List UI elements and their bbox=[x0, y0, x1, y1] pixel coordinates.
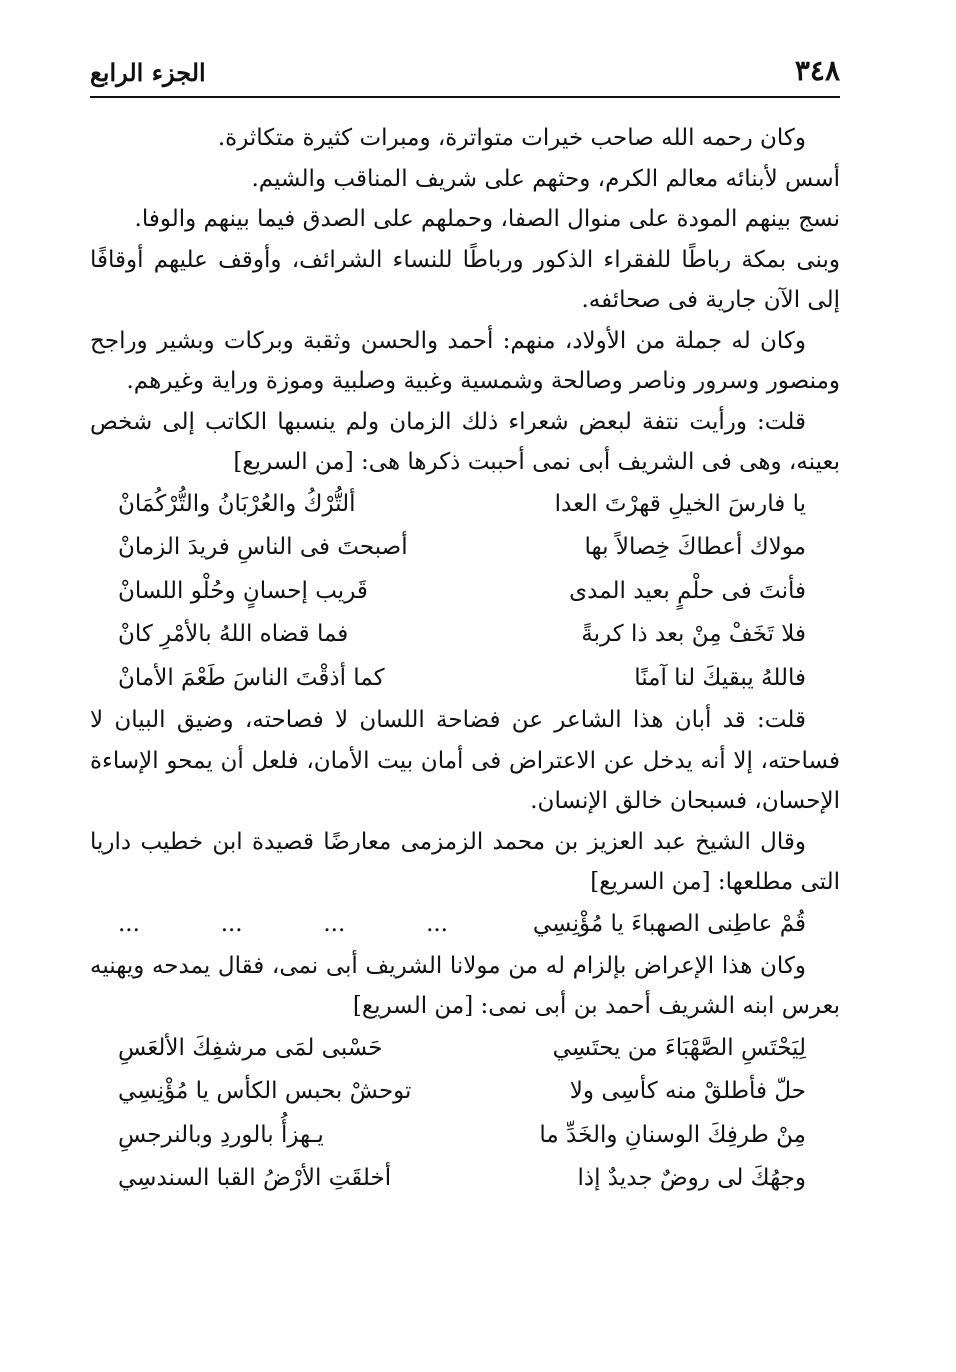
verse-first-hemistich: فاللهُ يبقيكَ لنا آمنًا bbox=[634, 664, 806, 691]
poem-first bbox=[90, 483, 840, 701]
paragraph: نسج بينهم المودة على منوال الصفا، وحملهم على الصدق فيما بينهم والوفا. bbox=[134, 206, 840, 232]
verse-second-hemistich: أخلقَتِ الأرْضُ القبا السندسِي bbox=[118, 1165, 392, 1191]
poem-second bbox=[90, 1027, 840, 1201]
verse-second-hemistich: حَسْبى لمَى مرشفِكَ الألعَسِ bbox=[118, 1034, 383, 1061]
running-title: الجزء الرابع bbox=[90, 58, 206, 87]
verse bbox=[90, 613, 840, 657]
verse bbox=[90, 526, 840, 570]
verse-second-hemistich: يـهزأُ بالوردِ وبالنرجسِ bbox=[118, 1121, 324, 1148]
verse bbox=[90, 1114, 840, 1158]
paragraph: قلت: قد أبان هذا الشاعر عن فضاحة اللسان لا فصاحته، وضيق البيان لا فساحته، إلا أنه يدخل عن الاعتراض فى أمان بيت الأمان، فلعل أن يمحو الإساءة الإحسان، فسبحان خالق الإنسان. bbox=[90, 707, 840, 814]
ellipsis-group bbox=[118, 903, 448, 946]
verse-first-hemistich: يا فارسَ الخيلِ قهرْتَ العدا bbox=[554, 490, 806, 517]
verse-second-hemistich: ألتُّرْكُ والعُرْبَانُ والتُّرْكُمَانْ bbox=[118, 490, 356, 517]
ellipsis: ... bbox=[118, 910, 140, 937]
paragraph: قلت: ورأيت نتفة لبعض شعراء ذلك الزمان ولم ينسبها الكاتب إلى شخص بعينه، وهى فى الشريف أبى نمى أحببت ذكرها هى: [من السريع] bbox=[90, 408, 840, 475]
paragraph: وكان له جملة من الأولاد، منهم: أحمد والحسن وثقبة وبركات وبشير وراجح ومنصور وسرور وناصر وصالحة وشمسية وغبية وصلبية وموزة وراية وغيرهم. bbox=[90, 327, 840, 394]
opening-verse bbox=[90, 903, 840, 946]
verse-first-hemistich: فلا تَخَفْ مِنْ بعد ذا كربةً bbox=[581, 621, 806, 647]
verse-first-hemistich: مِنْ طرفِكَ الوسنانِ والخَدِّ ما bbox=[539, 1121, 806, 1148]
paragraph: أسس لأبنائه معالم الكرم، وحثهم على شريف المناقب والشيم. bbox=[251, 165, 840, 192]
opening-first-hemistich: قُمْ عاطِنى الصهباءَ يا مُؤْنِسِي bbox=[532, 910, 806, 937]
verse-second-hemistich: قَريب إحسانٍ وحُلْو اللسانْ bbox=[118, 577, 368, 604]
verse bbox=[90, 1027, 840, 1071]
verse-first-hemistich: مولاك أعطاكَ خِصالاً بها bbox=[584, 534, 806, 560]
paragraph: وقال الشيخ عبد العزيز بن محمد الزمزمى معارضًا قصيدة ابن خطيب داريا التى مطلعها: [من السريع] bbox=[90, 828, 840, 895]
verse bbox=[90, 657, 840, 701]
verse-second-hemistich: توحشْ بحبس الكأس يا مُؤْنِسِي bbox=[118, 1078, 412, 1104]
verse-first-hemistich: حلّ فأطلقْ منه كأسِى ولا bbox=[569, 1078, 806, 1104]
verse bbox=[90, 483, 840, 527]
ellipsis: ... bbox=[323, 910, 346, 937]
verse-second-hemistich: كما أذقْتَ الناسَ طَعْمَ الأمانْ bbox=[118, 664, 385, 691]
verse bbox=[90, 570, 840, 614]
paragraph: وكان هذا الإعراض بإلزام له من مولانا الشريف أبى نمى، فقال يمدحه ويهنيه بعرس ابنه الشريف أحمد بن أبى نمى: [من السريع] bbox=[90, 952, 840, 1019]
verse-first-hemistich: فأنتَ فى حلْمٍ بعيد المدى bbox=[569, 577, 806, 604]
page-body bbox=[90, 118, 840, 1201]
page-header bbox=[90, 52, 840, 98]
verse bbox=[90, 1157, 840, 1201]
verse-second-hemistich: فما قضاه اللهُ بالأمْرِ كانْ bbox=[118, 621, 349, 647]
verse bbox=[90, 1070, 840, 1114]
page-number: ٣٤٨ bbox=[794, 54, 840, 87]
verse-second-hemistich: أصبحتَ فى الناسِ فريدَ الزمانْ bbox=[118, 534, 408, 560]
verse-first-hemistich: لِيَحْتَسِ الصَّهْبَاءَ من يحتَسِي bbox=[552, 1034, 806, 1061]
ellipsis: ... bbox=[426, 910, 448, 937]
paragraph: وبنى بمكة رباطًا للفقراء الذكور ورباطًا للنساء الشرائف، وأوقف عليهم أوقافًا إلى الآن جارية فى صحائفه. bbox=[90, 246, 840, 313]
verse-first-hemistich: وجهُكَ لى روضٌ جديدٌ إذا bbox=[577, 1165, 806, 1191]
paragraph: وكان رحمه الله صاحب خيرات متواترة، ومبرات كثيرة متكاثرة. bbox=[217, 125, 806, 151]
ellipsis: ... bbox=[220, 910, 243, 937]
